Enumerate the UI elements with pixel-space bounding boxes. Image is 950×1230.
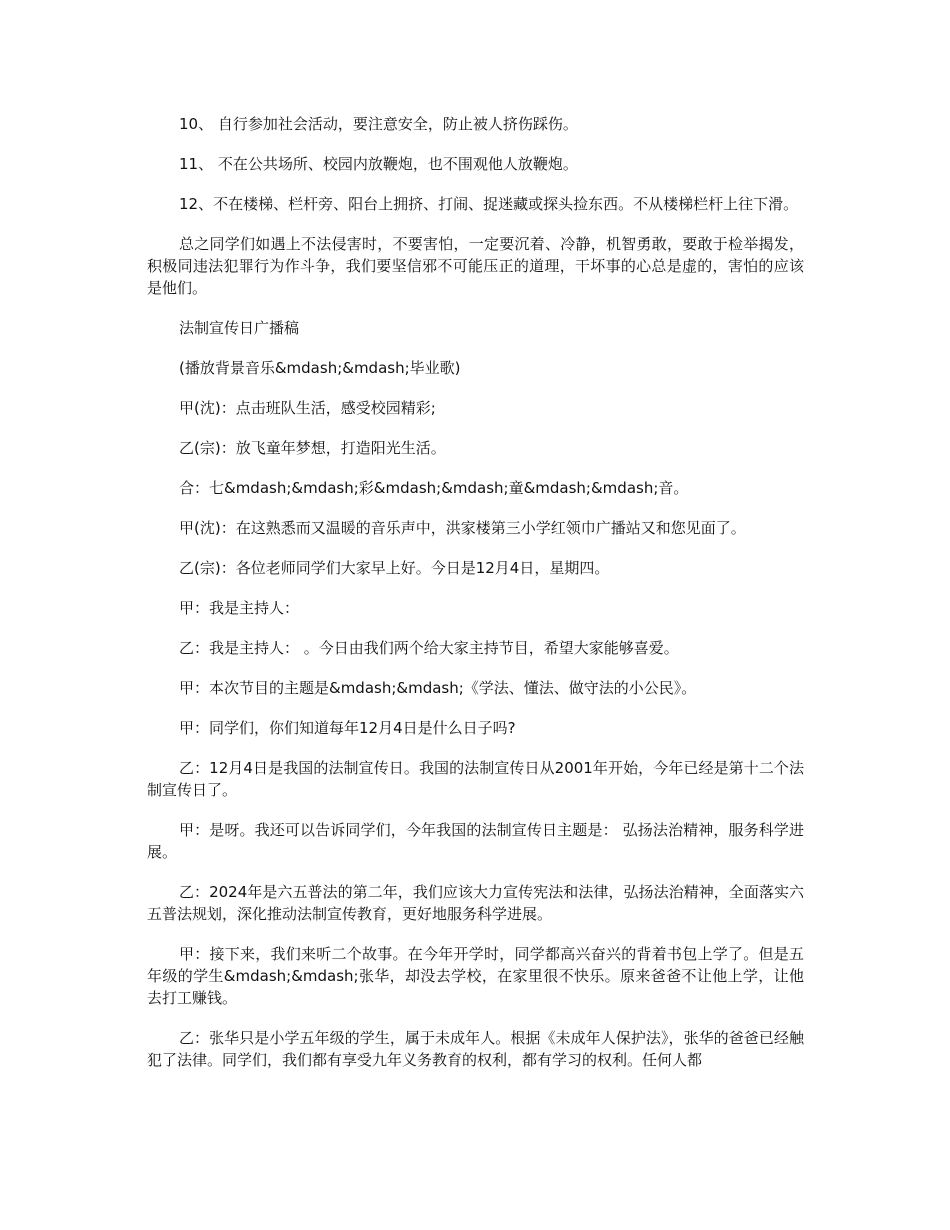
dialogue-line: 甲：同学们，你们知道每年12月4日是什么日子吗? <box>179 719 516 737</box>
paragraph-rule-10: 10、 自行参加社会活动，要注意安全，防止被人挤伤踩伤。 <box>179 115 578 133</box>
paragraph-summary: 总之同学们如遇上不法侵害时，不要害怕，一定要沉着、冷静，机智勇敢，要敢于检举揭发，积极同违法犯罪行为作斗争，我们要坚信邪不可能压正的道理，干坏事的心总是虚的，害怕的应该是他们。 <box>147 235 804 297</box>
dialogue-line: 乙(宗)：放飞童年梦想，打造阳光生活。 <box>179 439 446 457</box>
section-heading: 法制宣传日广播稿 <box>179 319 300 337</box>
dialogue-line: 乙：12月4日是我国的法制宣传日。我国的法制宣传日从2001年开始，今年已经是第十二个法制宣传日了。 <box>147 759 804 799</box>
paragraph-rule-12: 12、不在楼梯、栏杆旁、阳台上拥挤、打闹、捉迷藏或探头捡东西。不从楼梯栏杆上往下滑。 <box>179 195 799 213</box>
paragraph-rule-11: 11、 不在公共场所、校园内放鞭炮，也不围观他人放鞭炮。 <box>179 155 578 173</box>
dialogue-line: 甲(沈)：在这熟悉而又温暖的音乐声中，洪家楼第三小学红领巾广播站又和您见面了。 <box>179 519 746 537</box>
dialogue-line: 乙：张华只是小学五年级的学生，属于未成年人。根据《未成年人保护法》，张华的爸爸已经触犯了法律。同学们，我们都有享受九年义务教育的权利，都有学习的权利。任何人都 <box>147 1029 804 1069</box>
dialogue-line: 甲：接下来，我们来听二个故事。在今年开学时，同学都高兴奋兴的背着书包上学了。但是五年级的学生&mdash;&mdash;张华，却没去学校，在家里很不快乐。原来爸爸不让他上学，让他去打工赚钱。 <box>147 945 804 1007</box>
dialogue-line: 乙(宗)：各位老师同学们大家早上好。今日是12月4日，星期四。 <box>179 559 610 577</box>
document-body <box>147 113 804 1089</box>
dialogue-line: 甲：我是主持人： <box>179 599 300 617</box>
dialogue-line: 甲：是呀。我还可以告诉同学们，今年我国的法制宣传日主题是： 弘扬法治精神，服务科学进展。 <box>147 821 804 861</box>
stage-direction: (播放背景音乐&mdash;&mdash;毕业歌) <box>179 359 461 377</box>
dialogue-line: 甲：本次节目的主题是&mdash;&mdash;《学法、懂法、做守法的小公民》。 <box>179 679 697 697</box>
dialogue-line: 乙：2024年是六五普法的第二年，我们应该大力宣传宪法和法律，弘扬法治精神，全面落实六五普法规划，深化推动法制宣传教育，更好地服务科学进展。 <box>147 883 804 923</box>
dialogue-line: 合：七&mdash;&mdash;彩&mdash;&mdash;童&mdash;&mdash;音。 <box>179 479 689 497</box>
dialogue-line: 乙：我是主持人： 。今日由我们两个给大家主持节目，希望大家能够喜爱。 <box>179 639 679 657</box>
dialogue-line: 甲(沈)：点击班队生活，感受校园精彩; <box>179 399 436 417</box>
